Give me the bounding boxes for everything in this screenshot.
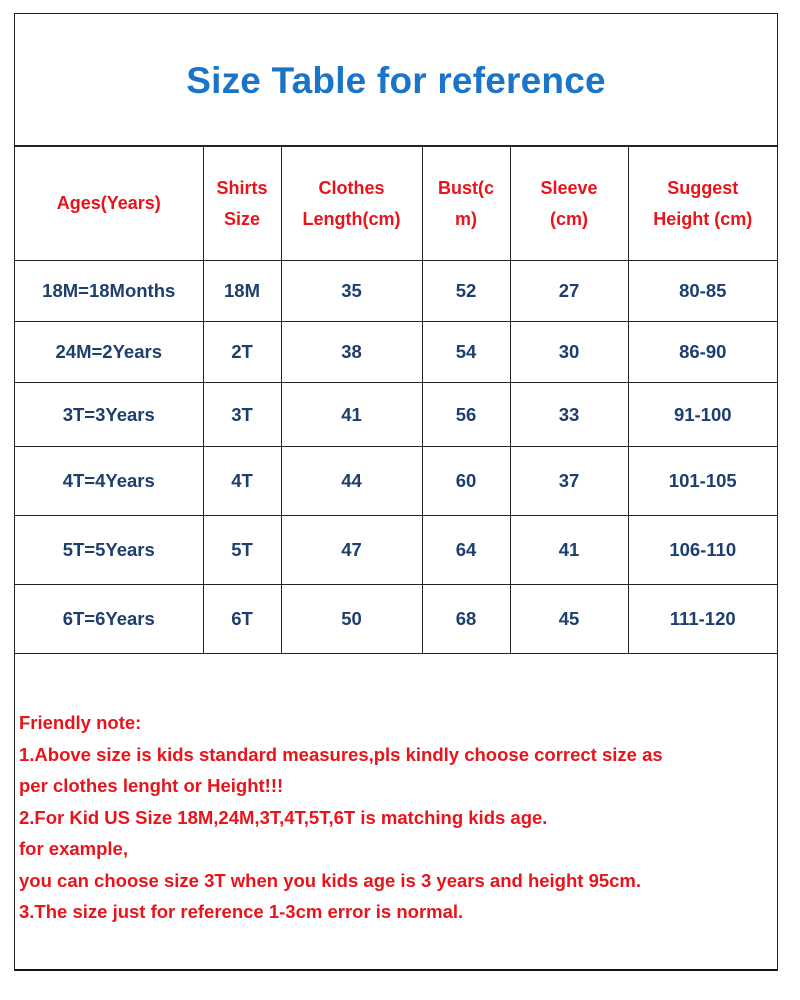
cell-age: 18M=18Months (15, 261, 203, 322)
cell-size: 3T (203, 383, 281, 447)
header-sleeve-line2: (cm) (549, 208, 588, 229)
table-row (15, 585, 777, 654)
header-clothes-line1: Clothes (318, 177, 385, 198)
header-bust-line1: Bust(c (437, 177, 494, 198)
cell-length: 38 (281, 322, 422, 383)
header-bust-line2: m) (455, 208, 477, 229)
header-ages-line1: Ages(Years) (56, 193, 161, 213)
header-height-line2: Height (cm) (653, 208, 753, 229)
table-row (15, 322, 777, 383)
cell-height: 101-105 (628, 447, 777, 516)
table-row (15, 516, 777, 585)
header-shirts-line2: Size (223, 208, 261, 229)
cell-age: 24M=2Years (15, 322, 203, 383)
cell-sleeve: 30 (510, 322, 628, 383)
friendly-note (19, 707, 775, 928)
cell-sleeve: 27 (510, 261, 628, 322)
cell-height: 111-120 (628, 585, 777, 654)
cell-length: 41 (281, 383, 422, 447)
cell-size: 6T (203, 585, 281, 654)
size-chart-frame (14, 13, 778, 971)
note-heading: Friendly note: (19, 712, 142, 733)
size-table (15, 146, 777, 654)
header-shirts-line1: Shirts (216, 177, 268, 198)
table-row (15, 261, 777, 322)
cell-length: 44 (281, 447, 422, 516)
header-sleeve-line1: Sleeve (540, 177, 598, 198)
header-shirts-size (203, 147, 281, 261)
header-ages (15, 147, 203, 261)
title-box (15, 14, 777, 146)
cell-height: 91-100 (628, 383, 777, 447)
cell-size: 4T (203, 447, 281, 516)
cell-age: 5T=5Years (15, 516, 203, 585)
header-suggest-height (628, 147, 777, 261)
cell-sleeve: 45 (510, 585, 628, 654)
cell-sleeve: 33 (510, 383, 628, 447)
header-sleeve (510, 147, 628, 261)
cell-age: 6T=6Years (15, 585, 203, 654)
table-row (15, 447, 777, 516)
page-title: Size Table for reference (186, 59, 606, 101)
cell-bust: 64 (422, 516, 510, 585)
cell-height: 106-110 (628, 516, 777, 585)
cell-length: 35 (281, 261, 422, 322)
note-line: 3.The size just for reference 1-3cm error is normal. (19, 901, 464, 922)
cell-height: 80-85 (628, 261, 777, 322)
cell-sleeve: 41 (510, 516, 628, 585)
cell-size: 18M (203, 261, 281, 322)
note-line: 2.For Kid US Size 18M,24M,3T,4T,5T,6T is matching kids age. (19, 806, 548, 828)
cell-height: 86-90 (628, 322, 777, 383)
cell-age: 4T=4Years (15, 447, 203, 516)
header-row (15, 147, 777, 261)
cell-size: 5T (203, 516, 281, 585)
cell-age: 3T=3Years (15, 383, 203, 447)
cell-length: 50 (281, 585, 422, 654)
note-line: per clothes lenght or Height!!! (19, 775, 284, 796)
table-row (15, 383, 777, 447)
header-height-line1: Suggest (667, 177, 739, 198)
header-clothes-line2: Length(cm) (302, 208, 401, 229)
cell-bust: 54 (422, 322, 510, 383)
header-bust (422, 147, 510, 261)
cell-bust: 60 (422, 447, 510, 516)
cell-length: 47 (281, 516, 422, 585)
header-clothes-length (281, 147, 422, 261)
cell-bust: 68 (422, 585, 510, 654)
cell-sleeve: 37 (510, 447, 628, 516)
note-line: for example, (19, 838, 128, 859)
cell-bust: 52 (422, 261, 510, 322)
cell-size: 2T (203, 322, 281, 383)
note-line: you can choose size 3T when you kids age is 3 years and height 95cm. (19, 869, 642, 891)
cell-bust: 56 (422, 383, 510, 447)
note-line: 1.Above size is kids standard measures,pls kindly choose correct size as (19, 743, 663, 765)
